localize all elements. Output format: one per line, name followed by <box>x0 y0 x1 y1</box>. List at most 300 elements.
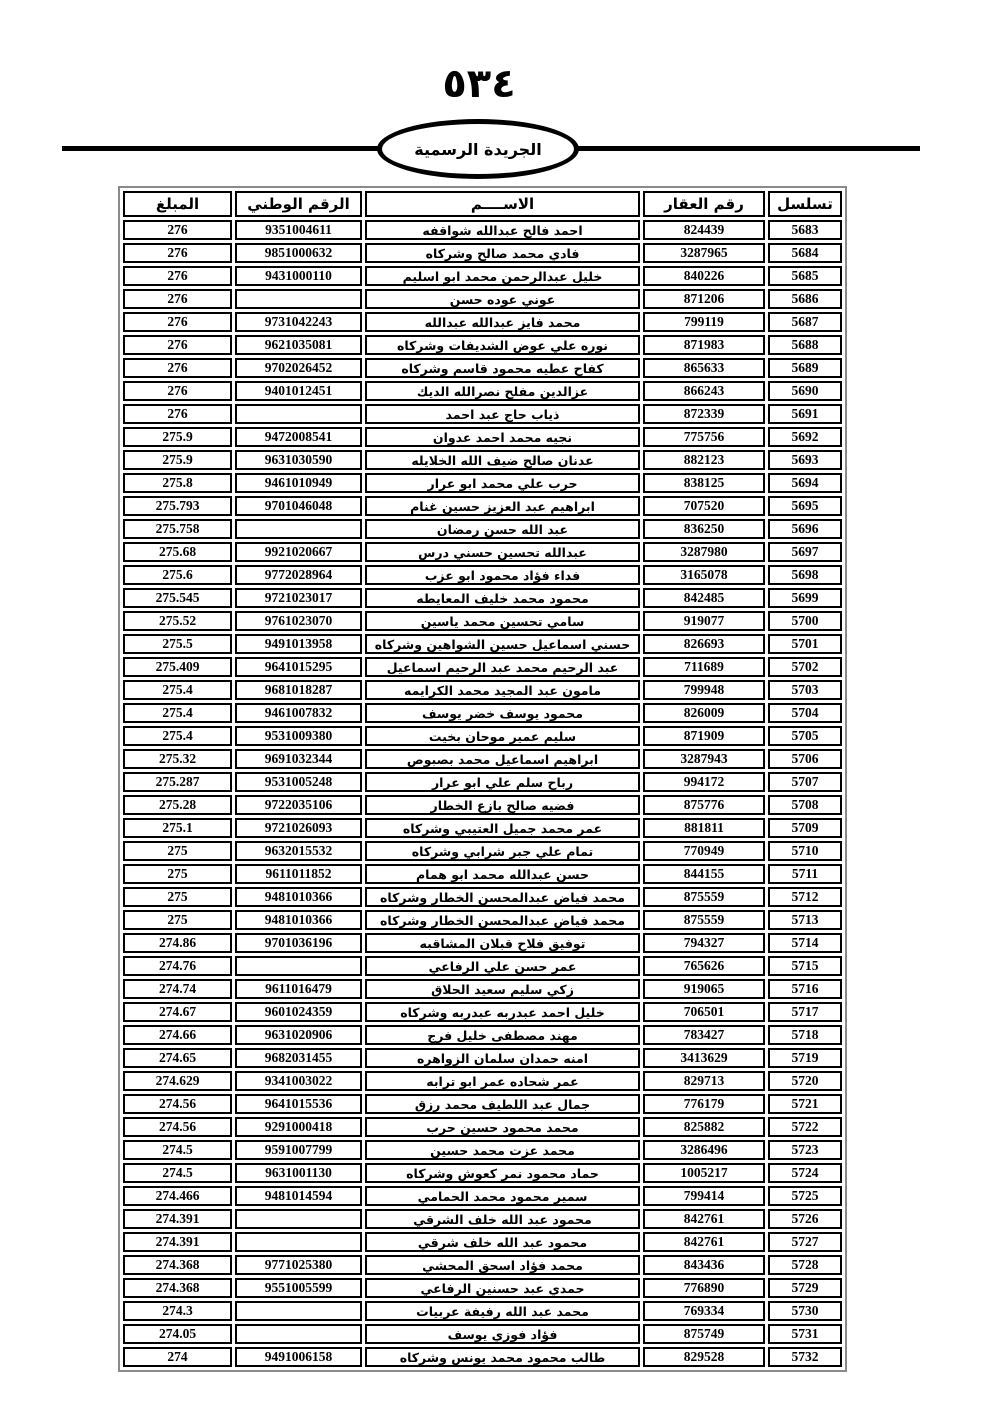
national-id-cell: 9591007799 <box>235 1140 362 1160</box>
table-row <box>123 1002 842 1022</box>
name-cell: محمد فياض عبدالمحسن الخطار وشركاه <box>365 887 640 907</box>
national-id-cell: 9621035081 <box>235 335 362 355</box>
table-row <box>123 1347 842 1367</box>
national-id-cell: 9291000418 <box>235 1117 362 1137</box>
name-cell: محمد فياض عبدالمحسن الخطار وشركاه <box>365 910 640 930</box>
name-cell: فادي محمد صالح وشركاه <box>365 243 640 263</box>
name-cell: محمود عبد الله خلف شرقي <box>365 1232 640 1252</box>
amount-cell: 275.1 <box>123 818 232 838</box>
property-number-cell: 881811 <box>643 818 765 838</box>
name-cell: فداء فؤاد محمود ابو عزب <box>365 565 640 585</box>
property-number-cell: 824439 <box>643 220 765 240</box>
serial-cell: 5690 <box>768 381 842 401</box>
amount-cell: 275.793 <box>123 496 232 516</box>
name-cell: جمال عبد اللطيف محمد رزق <box>365 1094 640 1114</box>
header-serial: تسلسل <box>768 191 842 217</box>
name-cell: سليم عمير موحان بخيت <box>365 726 640 746</box>
amount-cell: 274.66 <box>123 1025 232 1045</box>
amount-cell: 276 <box>123 404 232 424</box>
amount-cell: 275.32 <box>123 749 232 769</box>
national-id-cell: 9851000632 <box>235 243 362 263</box>
national-id-cell: 9481010366 <box>235 910 362 930</box>
serial-cell: 5706 <box>768 749 842 769</box>
amount-cell: 276 <box>123 358 232 378</box>
table-row <box>123 243 842 263</box>
amount-cell: 274.05 <box>123 1324 232 1344</box>
header-national-id: الرقم الوطني <box>235 191 362 217</box>
table-row <box>123 1278 842 1298</box>
serial-cell: 5731 <box>768 1324 842 1344</box>
header-amount: المبلغ <box>123 191 232 217</box>
property-number-cell: 776179 <box>643 1094 765 1114</box>
table-row <box>123 1071 842 1091</box>
amount-cell: 275.409 <box>123 657 232 677</box>
national-id-cell: 9611016479 <box>235 979 362 999</box>
name-cell: محمود يوسف خضر يوسف <box>365 703 640 723</box>
table-row <box>123 1301 842 1321</box>
name-cell: فؤاد فوزي يوسف <box>365 1324 640 1344</box>
national-id-cell: 9691032344 <box>235 749 362 769</box>
table-row <box>123 1186 842 1206</box>
serial-cell: 5708 <box>768 795 842 815</box>
national-id-cell: 9641015295 <box>235 657 362 677</box>
property-number-cell: 3287943 <box>643 749 765 769</box>
national-id-cell: 9641015536 <box>235 1094 362 1114</box>
amount-cell: 274.5 <box>123 1140 232 1160</box>
name-cell: عبد الرحيم محمد عبد الرحيم اسماعيل <box>365 657 640 677</box>
table-row <box>123 910 842 930</box>
national-id-cell <box>235 1301 362 1321</box>
table-row <box>123 1209 842 1229</box>
serial-cell: 5710 <box>768 841 842 861</box>
amount-cell: 275.9 <box>123 450 232 470</box>
national-id-cell: 9771025380 <box>235 1255 362 1275</box>
name-cell: حرب علي محمد ابو عرار <box>365 473 640 493</box>
name-cell: نجيه محمد احمد عدوان <box>365 427 640 447</box>
records-table <box>118 186 847 1372</box>
amount-cell: 275.5 <box>123 634 232 654</box>
serial-cell: 5704 <box>768 703 842 723</box>
amount-cell: 276 <box>123 335 232 355</box>
name-cell: تمام علي جبر شرابي وشركاه <box>365 841 640 861</box>
amount-cell: 275.6 <box>123 565 232 585</box>
serial-cell: 5701 <box>768 634 842 654</box>
serial-cell: 5716 <box>768 979 842 999</box>
amount-cell: 274.67 <box>123 1002 232 1022</box>
name-cell: مهند مصطفى خليل فرج <box>365 1025 640 1045</box>
amount-cell: 274.368 <box>123 1255 232 1275</box>
amount-cell: 275.4 <box>123 726 232 746</box>
property-number-cell: 799119 <box>643 312 765 332</box>
table-row <box>123 1048 842 1068</box>
amount-cell: 275.52 <box>123 611 232 631</box>
table-row <box>123 1140 842 1160</box>
property-number-cell: 865633 <box>643 358 765 378</box>
amount-cell: 274.391 <box>123 1209 232 1229</box>
name-cell: محمد فايز عبدالله عبدالله <box>365 312 640 332</box>
serial-cell: 5722 <box>768 1117 842 1137</box>
national-id-cell: 9481014594 <box>235 1186 362 1206</box>
name-cell: امنه حمدان سلمان الزواهره <box>365 1048 640 1068</box>
table-row <box>123 519 842 539</box>
table-row <box>123 795 842 815</box>
serial-cell: 5707 <box>768 772 842 792</box>
property-number-cell: 866243 <box>643 381 765 401</box>
serial-cell: 5689 <box>768 358 842 378</box>
name-cell: عوني عوده حسن <box>365 289 640 309</box>
national-id-cell: 9461007832 <box>235 703 362 723</box>
property-number-cell: 842485 <box>643 588 765 608</box>
property-number-cell: 707520 <box>643 496 765 516</box>
table-row <box>123 1324 842 1344</box>
table-row <box>123 266 842 286</box>
property-number-cell: 1005217 <box>643 1163 765 1183</box>
amount-cell: 274.76 <box>123 956 232 976</box>
property-number-cell: 711689 <box>643 657 765 677</box>
national-id-cell: 9481010366 <box>235 887 362 907</box>
serial-cell: 5726 <box>768 1209 842 1229</box>
national-id-cell: 9702026452 <box>235 358 362 378</box>
table-row <box>123 312 842 332</box>
name-cell: محمود محمد خليف المعايطه <box>365 588 640 608</box>
amount-cell: 275.545 <box>123 588 232 608</box>
property-number-cell: 882123 <box>643 450 765 470</box>
amount-cell: 276 <box>123 266 232 286</box>
serial-cell: 5723 <box>768 1140 842 1160</box>
serial-cell: 5705 <box>768 726 842 746</box>
national-id-cell: 9631020906 <box>235 1025 362 1045</box>
table-row <box>123 542 842 562</box>
national-id-cell: 9401012451 <box>235 381 362 401</box>
amount-cell: 275.4 <box>123 680 232 700</box>
serial-cell: 5698 <box>768 565 842 585</box>
property-number-cell: 783427 <box>643 1025 765 1045</box>
serial-cell: 5727 <box>768 1232 842 1252</box>
table-row <box>123 1025 842 1045</box>
amount-cell: 274.368 <box>123 1278 232 1298</box>
amount-cell: 275.758 <box>123 519 232 539</box>
amount-cell: 276 <box>123 220 232 240</box>
property-number-cell: 770949 <box>643 841 765 861</box>
national-id-cell: 9431000110 <box>235 266 362 286</box>
table-row <box>123 703 842 723</box>
national-id-cell: 9531005248 <box>235 772 362 792</box>
table-row <box>123 657 842 677</box>
table-row <box>123 864 842 884</box>
table-row <box>123 1094 842 1114</box>
serial-cell: 5702 <box>768 657 842 677</box>
name-cell: ذياب حاج عبد احمد <box>365 404 640 424</box>
table-header-row <box>123 191 842 217</box>
property-number-cell: 871983 <box>643 335 765 355</box>
serial-cell: 5732 <box>768 1347 842 1367</box>
national-id-cell: 9531009380 <box>235 726 362 746</box>
serial-cell: 5703 <box>768 680 842 700</box>
national-id-cell: 9472008541 <box>235 427 362 447</box>
property-number-cell: 871206 <box>643 289 765 309</box>
table-row <box>123 680 842 700</box>
property-number-cell: 919065 <box>643 979 765 999</box>
name-cell: حسن عبدالله محمد ابو همام <box>365 864 640 884</box>
table-row <box>123 427 842 447</box>
table-row <box>123 496 842 516</box>
header-name: الاســــم <box>365 191 640 217</box>
national-id-cell: 9701036196 <box>235 933 362 953</box>
table-row <box>123 772 842 792</box>
amount-cell: 274.65 <box>123 1048 232 1068</box>
amount-cell: 275 <box>123 910 232 930</box>
table-row <box>123 611 842 631</box>
serial-cell: 5687 <box>768 312 842 332</box>
serial-cell: 5713 <box>768 910 842 930</box>
table-row <box>123 381 842 401</box>
serial-cell: 5728 <box>768 1255 842 1275</box>
table-row <box>123 565 842 585</box>
serial-cell: 5692 <box>768 427 842 447</box>
name-cell: توفيق فلاح قبلان المشاقبه <box>365 933 640 953</box>
amount-cell: 274.56 <box>123 1117 232 1137</box>
name-cell: فضيه صالح بازع الخطار <box>365 795 640 815</box>
national-id-cell <box>235 956 362 976</box>
national-id-cell <box>235 1324 362 1344</box>
name-cell: عمر محمد جميل العتيبي وشركاه <box>365 818 640 838</box>
page-number: ٥٣٤ <box>442 61 516 107</box>
national-id-cell: 9601024359 <box>235 1002 362 1022</box>
serial-cell: 5720 <box>768 1071 842 1091</box>
amount-cell: 276 <box>123 243 232 263</box>
name-cell: محمود عبد الله خلف الشرقي <box>365 1209 640 1229</box>
property-number-cell: 875776 <box>643 795 765 815</box>
national-id-cell: 9631001130 <box>235 1163 362 1183</box>
name-cell: زكي سليم سعيد الحلاق <box>365 979 640 999</box>
property-number-cell: 826693 <box>643 634 765 654</box>
national-id-cell: 9681018287 <box>235 680 362 700</box>
property-number-cell: 776890 <box>643 1278 765 1298</box>
table-row <box>123 726 842 746</box>
property-number-cell: 794327 <box>643 933 765 953</box>
table-row <box>123 335 842 355</box>
gazette-banner-ellipse <box>377 119 579 179</box>
amount-cell: 275.4 <box>123 703 232 723</box>
name-cell: رباح سلم علي ابو عرار <box>365 772 640 792</box>
national-id-cell: 9921020667 <box>235 542 362 562</box>
national-id-cell <box>235 519 362 539</box>
property-number-cell: 842761 <box>643 1232 765 1252</box>
serial-cell: 5718 <box>768 1025 842 1045</box>
name-cell: عبدالله تحسين حسني درس <box>365 542 640 562</box>
national-id-cell: 9491013958 <box>235 634 362 654</box>
table-row <box>123 979 842 999</box>
amount-cell: 275.9 <box>123 427 232 447</box>
serial-cell: 5699 <box>768 588 842 608</box>
national-id-cell: 9461010949 <box>235 473 362 493</box>
name-cell: ابراهيم عبد العزيز حسين غنام <box>365 496 640 516</box>
property-number-cell: 919077 <box>643 611 765 631</box>
serial-cell: 5685 <box>768 266 842 286</box>
property-number-cell: 871909 <box>643 726 765 746</box>
national-id-cell: 9631030590 <box>235 450 362 470</box>
national-id-cell: 9632015532 <box>235 841 362 861</box>
serial-cell: 5719 <box>768 1048 842 1068</box>
name-cell: محمد عزت محمد حسين <box>365 1140 640 1160</box>
name-cell: عبد الله حسن رمضان <box>365 519 640 539</box>
gazette-title: الجريدة الرسمية <box>414 139 542 159</box>
national-id-cell <box>235 289 362 309</box>
table-row <box>123 220 842 240</box>
amount-cell: 275 <box>123 864 232 884</box>
header-property-number: رقم العقار <box>643 191 765 217</box>
name-cell: عمر حسن علي الرفاعي <box>365 956 640 976</box>
property-number-cell: 706501 <box>643 1002 765 1022</box>
name-cell: سمير محمود محمد الحمامي <box>365 1186 640 1206</box>
name-cell: حمدي عبد حسنين الرفاعي <box>365 1278 640 1298</box>
records-body <box>123 220 842 1367</box>
serial-cell: 5714 <box>768 933 842 953</box>
table-row <box>123 588 842 608</box>
serial-cell: 5691 <box>768 404 842 424</box>
serial-cell: 5721 <box>768 1094 842 1114</box>
property-number-cell: 826009 <box>643 703 765 723</box>
serial-cell: 5711 <box>768 864 842 884</box>
table-row <box>123 818 842 838</box>
serial-cell: 5729 <box>768 1278 842 1298</box>
serial-cell: 5709 <box>768 818 842 838</box>
table-row <box>123 841 842 861</box>
serial-cell: 5717 <box>768 1002 842 1022</box>
name-cell: كفاح عطيه محمود قاسم وشركاه <box>365 358 640 378</box>
table-row <box>123 887 842 907</box>
property-number-cell: 829713 <box>643 1071 765 1091</box>
table-row <box>123 473 842 493</box>
national-id-cell: 9731042243 <box>235 312 362 332</box>
name-cell: محمد عبد الله رفيفة عربيات <box>365 1301 640 1321</box>
amount-cell: 274.391 <box>123 1232 232 1252</box>
amount-cell: 274.74 <box>123 979 232 999</box>
name-cell: خليل احمد عبدربه عبدربه وشركاه <box>365 1002 640 1022</box>
serial-cell: 5688 <box>768 335 842 355</box>
property-number-cell: 842761 <box>643 1209 765 1229</box>
table-row <box>123 1117 842 1137</box>
amount-cell: 274.466 <box>123 1186 232 1206</box>
national-id-cell <box>235 404 362 424</box>
table-row <box>123 1163 842 1183</box>
national-id-cell: 9722035106 <box>235 795 362 815</box>
name-cell: عدنان صالح ضيف الله الخلايله <box>365 450 640 470</box>
amount-cell: 274.5 <box>123 1163 232 1183</box>
property-number-cell: 840226 <box>643 266 765 286</box>
national-id-cell: 9721023017 <box>235 588 362 608</box>
property-number-cell: 3287965 <box>643 243 765 263</box>
name-cell: حماد محمود نمر كعوش وشركاه <box>365 1163 640 1183</box>
table-row <box>123 1255 842 1275</box>
serial-cell: 5712 <box>768 887 842 907</box>
national-id-cell: 9351004611 <box>235 220 362 240</box>
property-number-cell: 799414 <box>643 1186 765 1206</box>
amount-cell: 275.68 <box>123 542 232 562</box>
name-cell: احمد فالح عبدالله شواقفه <box>365 220 640 240</box>
serial-cell: 5715 <box>768 956 842 976</box>
property-number-cell: 3165078 <box>643 565 765 585</box>
national-id-cell: 9611011852 <box>235 864 362 884</box>
property-number-cell: 3286496 <box>643 1140 765 1160</box>
table-row <box>123 1232 842 1252</box>
property-number-cell: 875559 <box>643 910 765 930</box>
national-id-cell <box>235 1232 362 1252</box>
amount-cell: 275.8 <box>123 473 232 493</box>
amount-cell: 275 <box>123 841 232 861</box>
amount-cell: 275.287 <box>123 772 232 792</box>
serial-cell: 5686 <box>768 289 842 309</box>
national-id-cell: 9551005599 <box>235 1278 362 1298</box>
amount-cell: 274.86 <box>123 933 232 953</box>
name-cell: عمر شحاده عمر ابو ترابه <box>365 1071 640 1091</box>
property-number-cell: 838125 <box>643 473 765 493</box>
property-number-cell: 994172 <box>643 772 765 792</box>
amount-cell: 274.629 <box>123 1071 232 1091</box>
table-row <box>123 634 842 654</box>
property-number-cell: 844155 <box>643 864 765 884</box>
table-row <box>123 450 842 470</box>
property-number-cell: 829528 <box>643 1347 765 1367</box>
name-cell: مامون عبد المجيد محمد الكرايمه <box>365 680 640 700</box>
national-id-cell: 9761023070 <box>235 611 362 631</box>
name-cell: طالب محمود محمد يونس وشركاه <box>365 1347 640 1367</box>
property-number-cell: 825882 <box>643 1117 765 1137</box>
serial-cell: 5725 <box>768 1186 842 1206</box>
property-number-cell: 765626 <box>643 956 765 976</box>
serial-cell: 5695 <box>768 496 842 516</box>
property-number-cell: 3287980 <box>643 542 765 562</box>
amount-cell: 274.56 <box>123 1094 232 1114</box>
serial-cell: 5730 <box>768 1301 842 1321</box>
national-id-cell: 9721026093 <box>235 818 362 838</box>
national-id-cell: 9772028964 <box>235 565 362 585</box>
amount-cell: 275 <box>123 887 232 907</box>
amount-cell: 276 <box>123 312 232 332</box>
property-number-cell: 875749 <box>643 1324 765 1344</box>
table-row <box>123 956 842 976</box>
name-cell: ابراهيم اسماعيل محمد بصبوص <box>365 749 640 769</box>
national-id-cell <box>235 1209 362 1229</box>
serial-cell: 5697 <box>768 542 842 562</box>
property-number-cell: 843436 <box>643 1255 765 1275</box>
name-cell: خليل عبدالرحمن محمد ابو اسليم <box>365 266 640 286</box>
property-number-cell: 836250 <box>643 519 765 539</box>
national-id-cell: 9491006158 <box>235 1347 362 1367</box>
table-row <box>123 404 842 424</box>
property-number-cell: 775756 <box>643 427 765 447</box>
serial-cell: 5693 <box>768 450 842 470</box>
name-cell: عزالدين مفلح نصرالله الديك <box>365 381 640 401</box>
amount-cell: 276 <box>123 289 232 309</box>
name-cell: نوره علي عوض الشديفات وشركاه <box>365 335 640 355</box>
property-number-cell: 799948 <box>643 680 765 700</box>
property-number-cell: 872339 <box>643 404 765 424</box>
property-number-cell: 769334 <box>643 1301 765 1321</box>
property-number-cell: 3413629 <box>643 1048 765 1068</box>
table-row <box>123 289 842 309</box>
name-cell: سامي تحسين محمد ياسين <box>365 611 640 631</box>
property-number-cell: 875559 <box>643 887 765 907</box>
serial-cell: 5684 <box>768 243 842 263</box>
amount-cell: 276 <box>123 381 232 401</box>
serial-cell: 5696 <box>768 519 842 539</box>
table-row <box>123 933 842 953</box>
amount-cell: 274 <box>123 1347 232 1367</box>
table-row <box>123 749 842 769</box>
serial-cell: 5724 <box>768 1163 842 1183</box>
table-row <box>123 358 842 378</box>
